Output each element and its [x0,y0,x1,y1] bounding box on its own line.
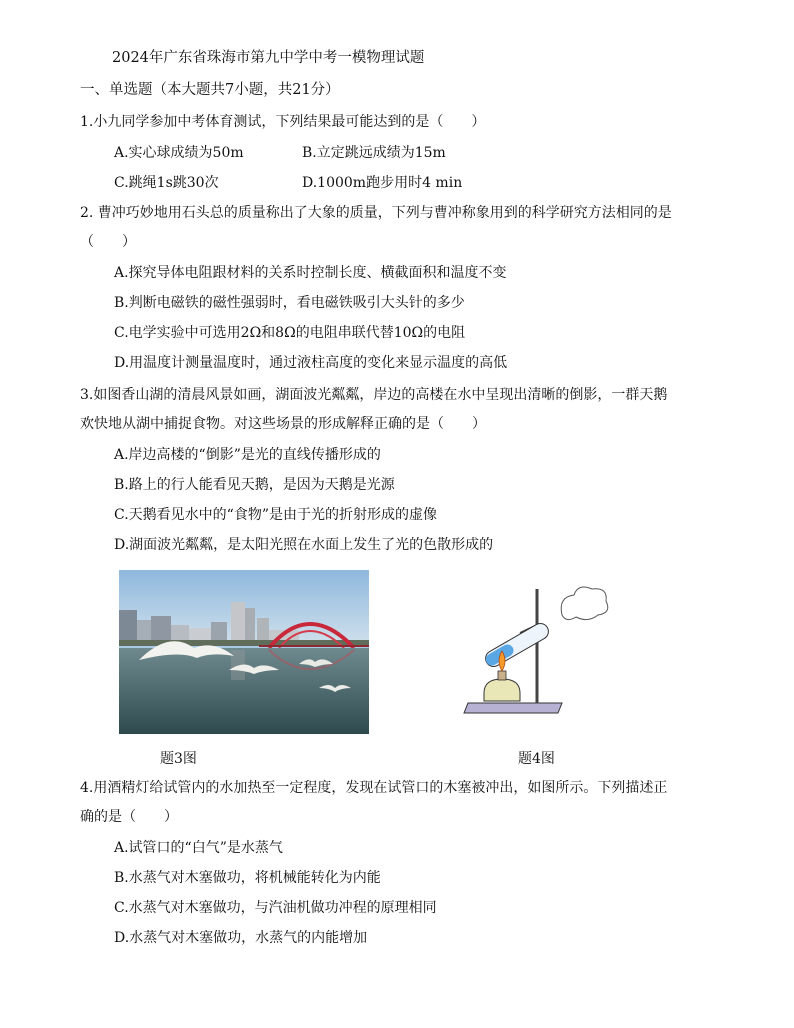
question-3-option-a: A.岸边高楼的“倒影”是光的直线传播形成的 [114,447,381,463]
section-heading: 一、单选题（本大题共7小题，共21分） [80,82,340,98]
question-4-option-b: B.水蒸气对木塞做功，将机械能转化为内能 [114,870,381,886]
question-3-option-c: C.天鹅看见水中的“食物”是由于光的折射形成的虚像 [114,507,437,523]
question-1-option-b: B.立定跳远成绩为15m [302,145,446,161]
question-3-option-b: B.路上的行人能看见天鹅，是因为天鹅是光源 [114,477,395,493]
question-4-stem-line-2: 确的是（ ） [80,809,178,825]
figure-4-caption: 题4图 [518,751,555,767]
question-4-stem-line-1: 4.用酒精灯给试管内的水加热至一定程度，发现在试管口的木塞被冲出，如图所示。下列描述正 [80,780,668,796]
question-1-option-a: A.实心球成绩为50m [114,145,244,161]
lake-photo [119,570,369,734]
question-3-stem-line-1: 3.如图香山湖的清晨风景如画，湖面波光粼粼，岸边的高楼在水中呈现出清晰的倒影，一群天鹅 [80,387,668,403]
test-tube-apparatus-diagram [462,585,612,720]
figure-3-caption: 题3图 [160,751,197,767]
question-4-option-c: C.水蒸气对木塞做功，与汽油机做功冲程的原理相同 [114,900,437,916]
question-3-stem-line-2: 欢快地从湖中捕捉食物。对这些场景的形成解释正确的是（ ） [80,416,486,432]
question-2-stem-line-2: （ ） [80,234,136,250]
question-2-stem-line-1: 2. 曹冲巧妙地用石头总的质量称出了大象的质量，下列与曹冲称象用到的科学研究方法相同的是 [80,205,672,221]
question-2-option-c: C.电学实验中可选用2Ω和8Ω的电阻串联代替10Ω的电阻 [114,325,466,341]
question-1-option-c: C.跳绳1s跳30次 [114,175,219,191]
question-1-stem: 1.小九同学参加中考体育测试，下列结果最可能达到的是（ ） [80,114,486,130]
question-3-option-d: D.湖面波光粼粼，是太阳光照在水面上发生了光的色散形成的 [114,537,494,553]
question-4-option-d: D.水蒸气对木塞做功，水蒸气的内能增加 [114,930,368,946]
question-2-option-b: B.判断电磁铁的磁性强弱时，看电磁铁吸引大头针的多少 [114,295,465,311]
page-title: 2024年广东省珠海市第九中学中考一模物理试题 [112,50,425,66]
question-1-option-d: D.1000m跑步用时4 min [302,175,463,191]
question-2-option-d: D.用温度计测量温度时，通过液柱高度的变化来显示温度的高低 [114,355,508,371]
question-4-option-a: A.试管口的“白气”是水蒸气 [114,840,283,856]
question-2-option-a: A.探究导体电阻跟材料的关系时控制长度、横截面积和温度不变 [114,265,507,281]
